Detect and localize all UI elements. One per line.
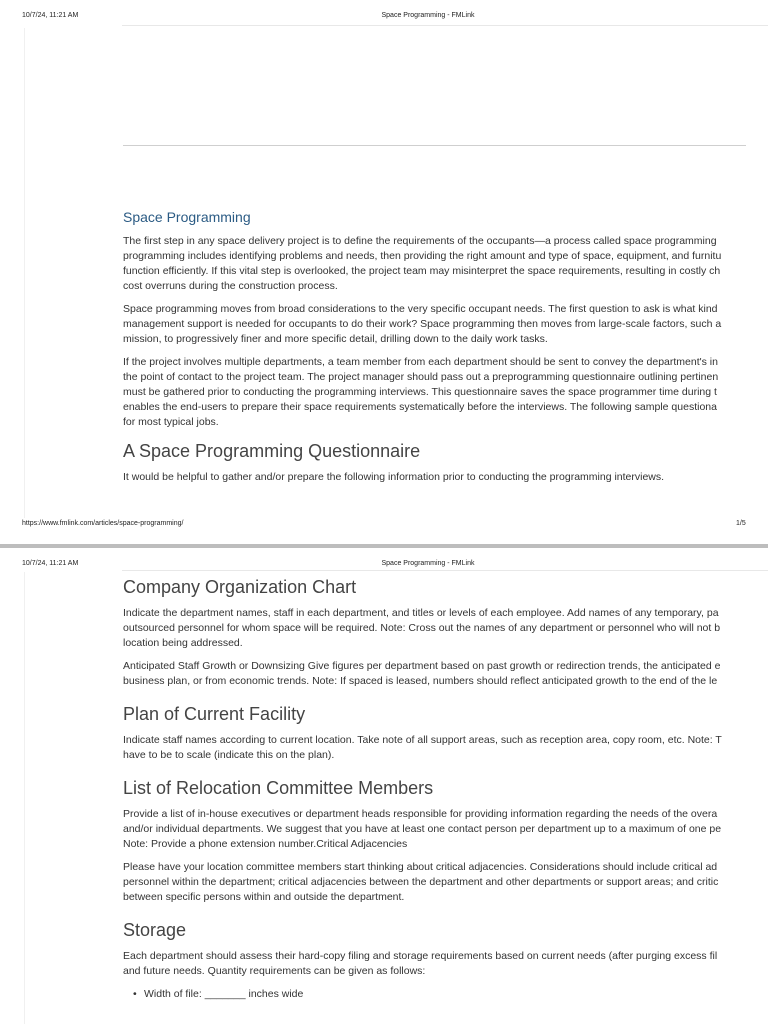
intro-paragraph bbox=[123, 234, 768, 294]
section-heading-org-chart: Company Organization Chart bbox=[123, 577, 357, 597]
text-line: Indicate staff names according to current location. Take note of all support areas, such as reception area, copy room, etc. Note: T bbox=[123, 734, 722, 746]
relocation-paragraph-2 bbox=[123, 860, 768, 905]
print-url: https://www.fmlink.com/articles/space-programming/ bbox=[22, 520, 184, 527]
text-line: and/or individual departments. We suggest that you have at least one contact person per department up to a maximum of one pe bbox=[123, 823, 722, 835]
text-line: Anticipated Staff Growth or Downsizing Give figures per department based on past growth or redirection trends, the anticipated e bbox=[123, 660, 721, 672]
text-line: personnel within the department; critical adjacencies between the department and other departments or support areas; and critic bbox=[123, 876, 719, 888]
text-line: programming includes identifying problems and needs, then providing the right amount and type of space, equipment, and furnitu bbox=[123, 250, 722, 262]
text-line: The first step in any space delivery project is to define the requirements of the occupants—a process called space programming bbox=[123, 235, 717, 247]
text-line: management support is needed for occupants to do their work? Space programming then moves from large-scale factors, such a bbox=[123, 318, 722, 330]
text-line: It would be helpful to gather and/or prepare the following information prior to conducting the programming interviews. bbox=[123, 471, 665, 483]
text-line: the point of contact to the project team. The project manager should pass out a preprogramming questionnaire outlining pertinen bbox=[123, 371, 719, 383]
article-body-continued bbox=[123, 576, 768, 1002]
section-heading-storage: Storage bbox=[123, 920, 187, 940]
storage-bullet-list bbox=[133, 987, 768, 1002]
text-line: Indicate the department names, staff in each department, and titles or levels of each employee. Add names of any temporary, pa bbox=[123, 607, 719, 619]
text-line: cost overruns during the construction process. bbox=[123, 280, 338, 292]
section-heading-current-facility: Plan of Current Facility bbox=[123, 704, 306, 724]
print-doc-title: Space Programming - FMLink bbox=[381, 560, 475, 567]
print-date: 10/7/24, 11:21 AM bbox=[22, 560, 79, 567]
text-line: for most typical jobs. bbox=[123, 416, 219, 428]
print-date: 10/7/24, 11:21 AM bbox=[22, 12, 79, 19]
horizontal-divider bbox=[123, 145, 746, 146]
relocation-paragraph-1 bbox=[123, 807, 768, 852]
text-line: between specific persons within and outside the department. bbox=[123, 891, 405, 903]
article-body bbox=[123, 208, 768, 485]
section-heading-relocation-committee: List of Relocation Committee Members bbox=[123, 778, 434, 798]
text-line: Space programming moves from broad considerations to the very specific occupant needs. The first question to ask is what kind bbox=[123, 303, 718, 315]
text-line: must be gathered prior to conducting the programming interviews. This questionnaire saves the space programmer time during t bbox=[123, 386, 717, 398]
left-margin-rule bbox=[24, 28, 25, 518]
text-line: Provide a list of in-house executives or department heads responsible for providing information regarding the needs of the overa bbox=[123, 808, 718, 820]
text-line: enables the end-users to prepare their space requirements systematically before the interviews. The following sample questiona bbox=[123, 401, 717, 413]
pdf-page-2 bbox=[0, 548, 768, 1024]
text-line: function efficiently. If this vital step is overlooked, the project team may misinterpret the space requirements, resulting in costly ch bbox=[123, 265, 721, 277]
paragraph-4 bbox=[123, 470, 768, 485]
paragraph-2 bbox=[123, 302, 768, 347]
header-rule bbox=[122, 570, 768, 571]
storage-paragraph bbox=[123, 949, 768, 979]
text-line: Please have your location committee members start thinking about critical adjacencies. Considerations should include critical ad bbox=[123, 861, 718, 873]
text-line: Note: Provide a phone extension number.Critical Adjacencies bbox=[123, 838, 408, 850]
org-paragraph-1 bbox=[123, 606, 768, 651]
paragraph-3 bbox=[123, 355, 768, 430]
text-line: outsourced personnel for whom space will be required. Note: Cross out the names of any department or personnel who will not b bbox=[123, 622, 721, 634]
text-line: have to be to scale (indicate this on the plan). bbox=[123, 749, 335, 761]
section-heading-questionnaire: A Space Programming Questionnaire bbox=[123, 441, 421, 461]
list-item: • Width of file: _______ inches wide bbox=[133, 987, 768, 1002]
text-line: location being addressed. bbox=[123, 637, 243, 649]
print-page-number: 1/5 bbox=[736, 520, 746, 527]
text-line: Each department should assess their hard-copy filing and storage requirements based on current needs (after purging excess fil bbox=[123, 950, 718, 962]
text-line: and future needs. Quantity requirements can be given as follows: bbox=[123, 965, 426, 977]
print-doc-title: Space Programming - FMLink bbox=[381, 12, 475, 19]
header-rule bbox=[122, 25, 768, 26]
article-title: Space Programming bbox=[123, 209, 251, 225]
org-paragraph-2 bbox=[123, 659, 768, 689]
left-margin-rule bbox=[24, 572, 25, 1024]
text-line: business plan, or from economic trends. Note: If spaced is leased, numbers should reflect anticipated growth to the end of the le bbox=[123, 675, 718, 687]
text-line: If the project involves multiple departments, a team member from each department should be sent to convey the department's in bbox=[123, 356, 718, 368]
plan-paragraph bbox=[123, 733, 768, 763]
text-line: mission, to progressively finer and more specific detail, drilling down to the daily work tasks. bbox=[123, 333, 548, 345]
